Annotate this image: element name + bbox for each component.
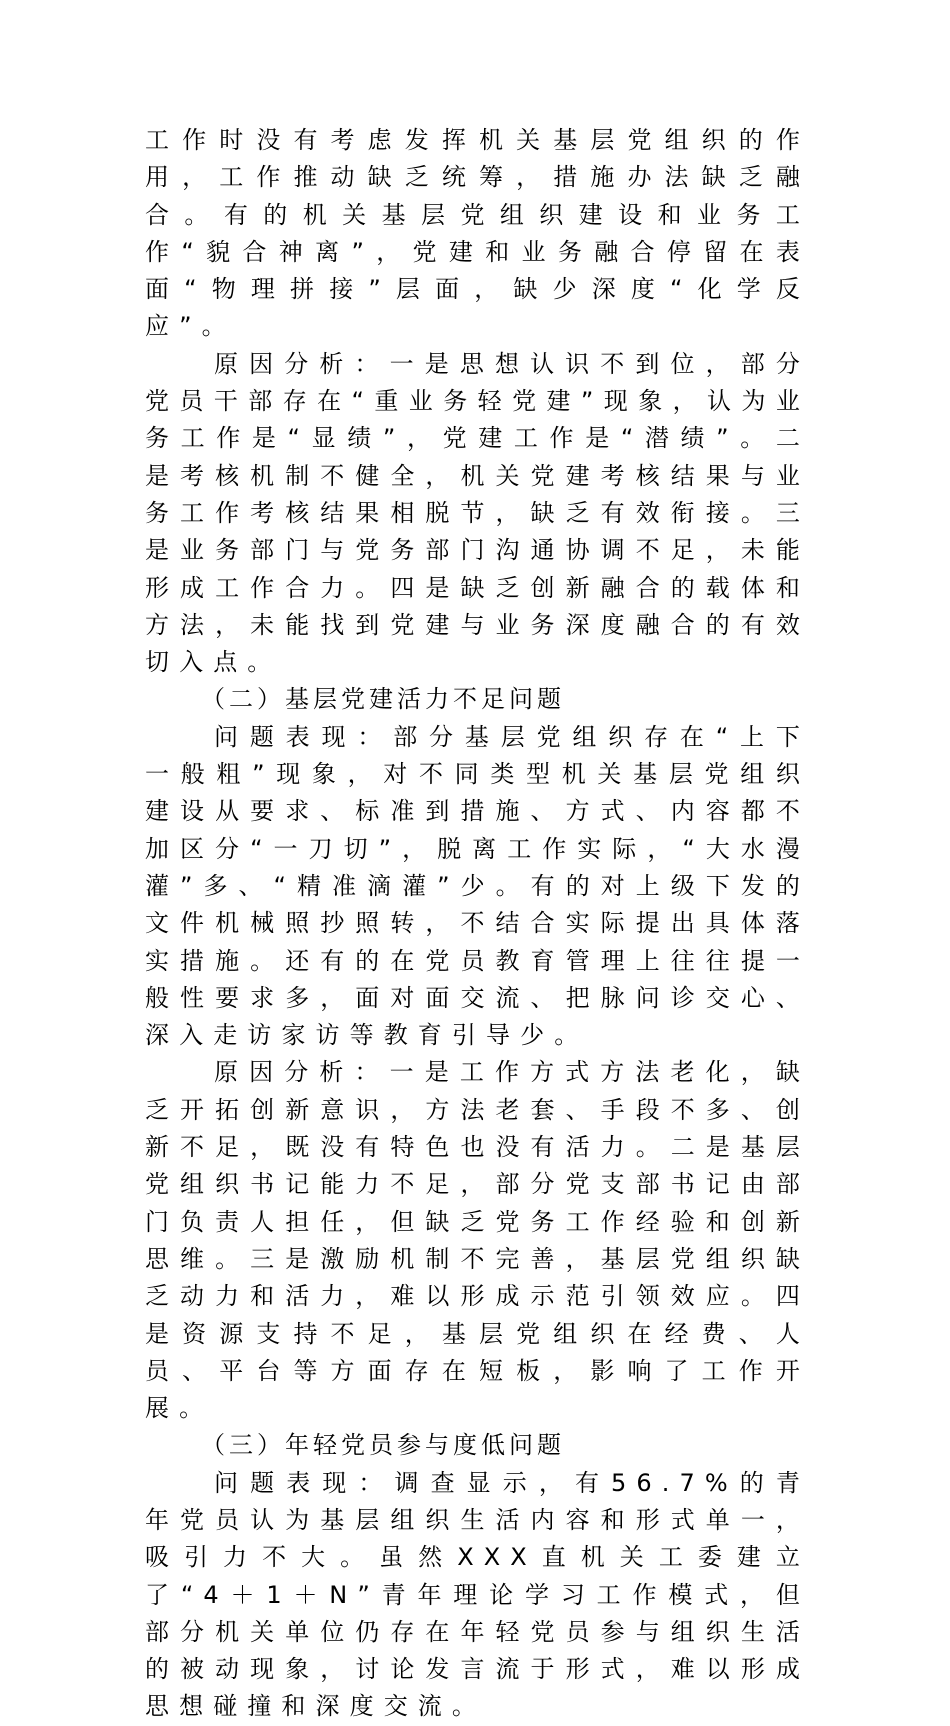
paragraph-continuation: 工作时没有考虑发挥机关基层党组织的作用，工作推动缺乏统筹，措施办法缺乏融合。有的机关基层党组织建设和业务工作“貌合神离”，党建和业务融合停留在表面“物理拼接”层面，缺少深度“化学反应”。 [145,126,810,341]
section-heading-3: （三）年轻党员参与度低问题 [201,1431,565,1460]
paragraph-problem-2: 问题表现：部分基层党组织存在“上下一般粗”现象，对不同类型机关基层党组织建设从要求、标准到措施、方式、内容都不加区分“一刀切”，脱离工作实际，“大水漫灌”多、“精准滴灌”少。有的对上级下发的文件机械照抄照转，不结合实际提出具体落实措施。还有的在党员教育管理上往往提一般性要求多，面对面交流、把脉问诊交心、深入走访家访等教育引导少。 [145,722,810,1050]
paragraph-problem-3: 问题表现：调查显示，有56.7%的青年党员认为基层组织生活内容和形式单一，吸引力不大。虽然XXX直机关工委建立了“4＋1＋N”青年理论学习工作模式，但部分机关单位仍存在年轻党员参与组织生活的被动现象，讨论发言流于形式，难以形成思想碰撞和深度交流。 [145,1468,810,1721]
paragraph-cause-analysis-2: 原因分析：一是工作方式方法老化，缺乏开拓创新意识，方法老套、手段不多、创新不足，既没有特色也没有活力。二是基层党组织书记能力不足，部分党支部书记由部门负责人担任，但缺乏党务工作经验和创新思维。三是激励机制不完善，基层党组织缺乏动力和活力，难以形成示范引领效应。四是资源支持不足，基层党组织在经费、人员、平台等方面存在短板，影响了工作开展。 [145,1058,810,1423]
document-page [145,122,810,1726]
paragraph-cause-analysis-1: 原因分析：一是思想认识不到位，部分党员干部存在“重业务轻党建”现象，认为业务工作是“显绩”，党建工作是“潜绩”。二是考核机制不健全，机关党建考核结果与业务工作考核结果相脱节，缺乏有效衔接。三是业务部门与党务部门沟通协调不足，未能形成工作合力。四是缺乏创新融合的载体和方法，未能找到党建与业务深度融合的有效切入点。 [145,349,810,677]
section-heading-2: （二）基层党建活力不足问题 [201,685,565,714]
